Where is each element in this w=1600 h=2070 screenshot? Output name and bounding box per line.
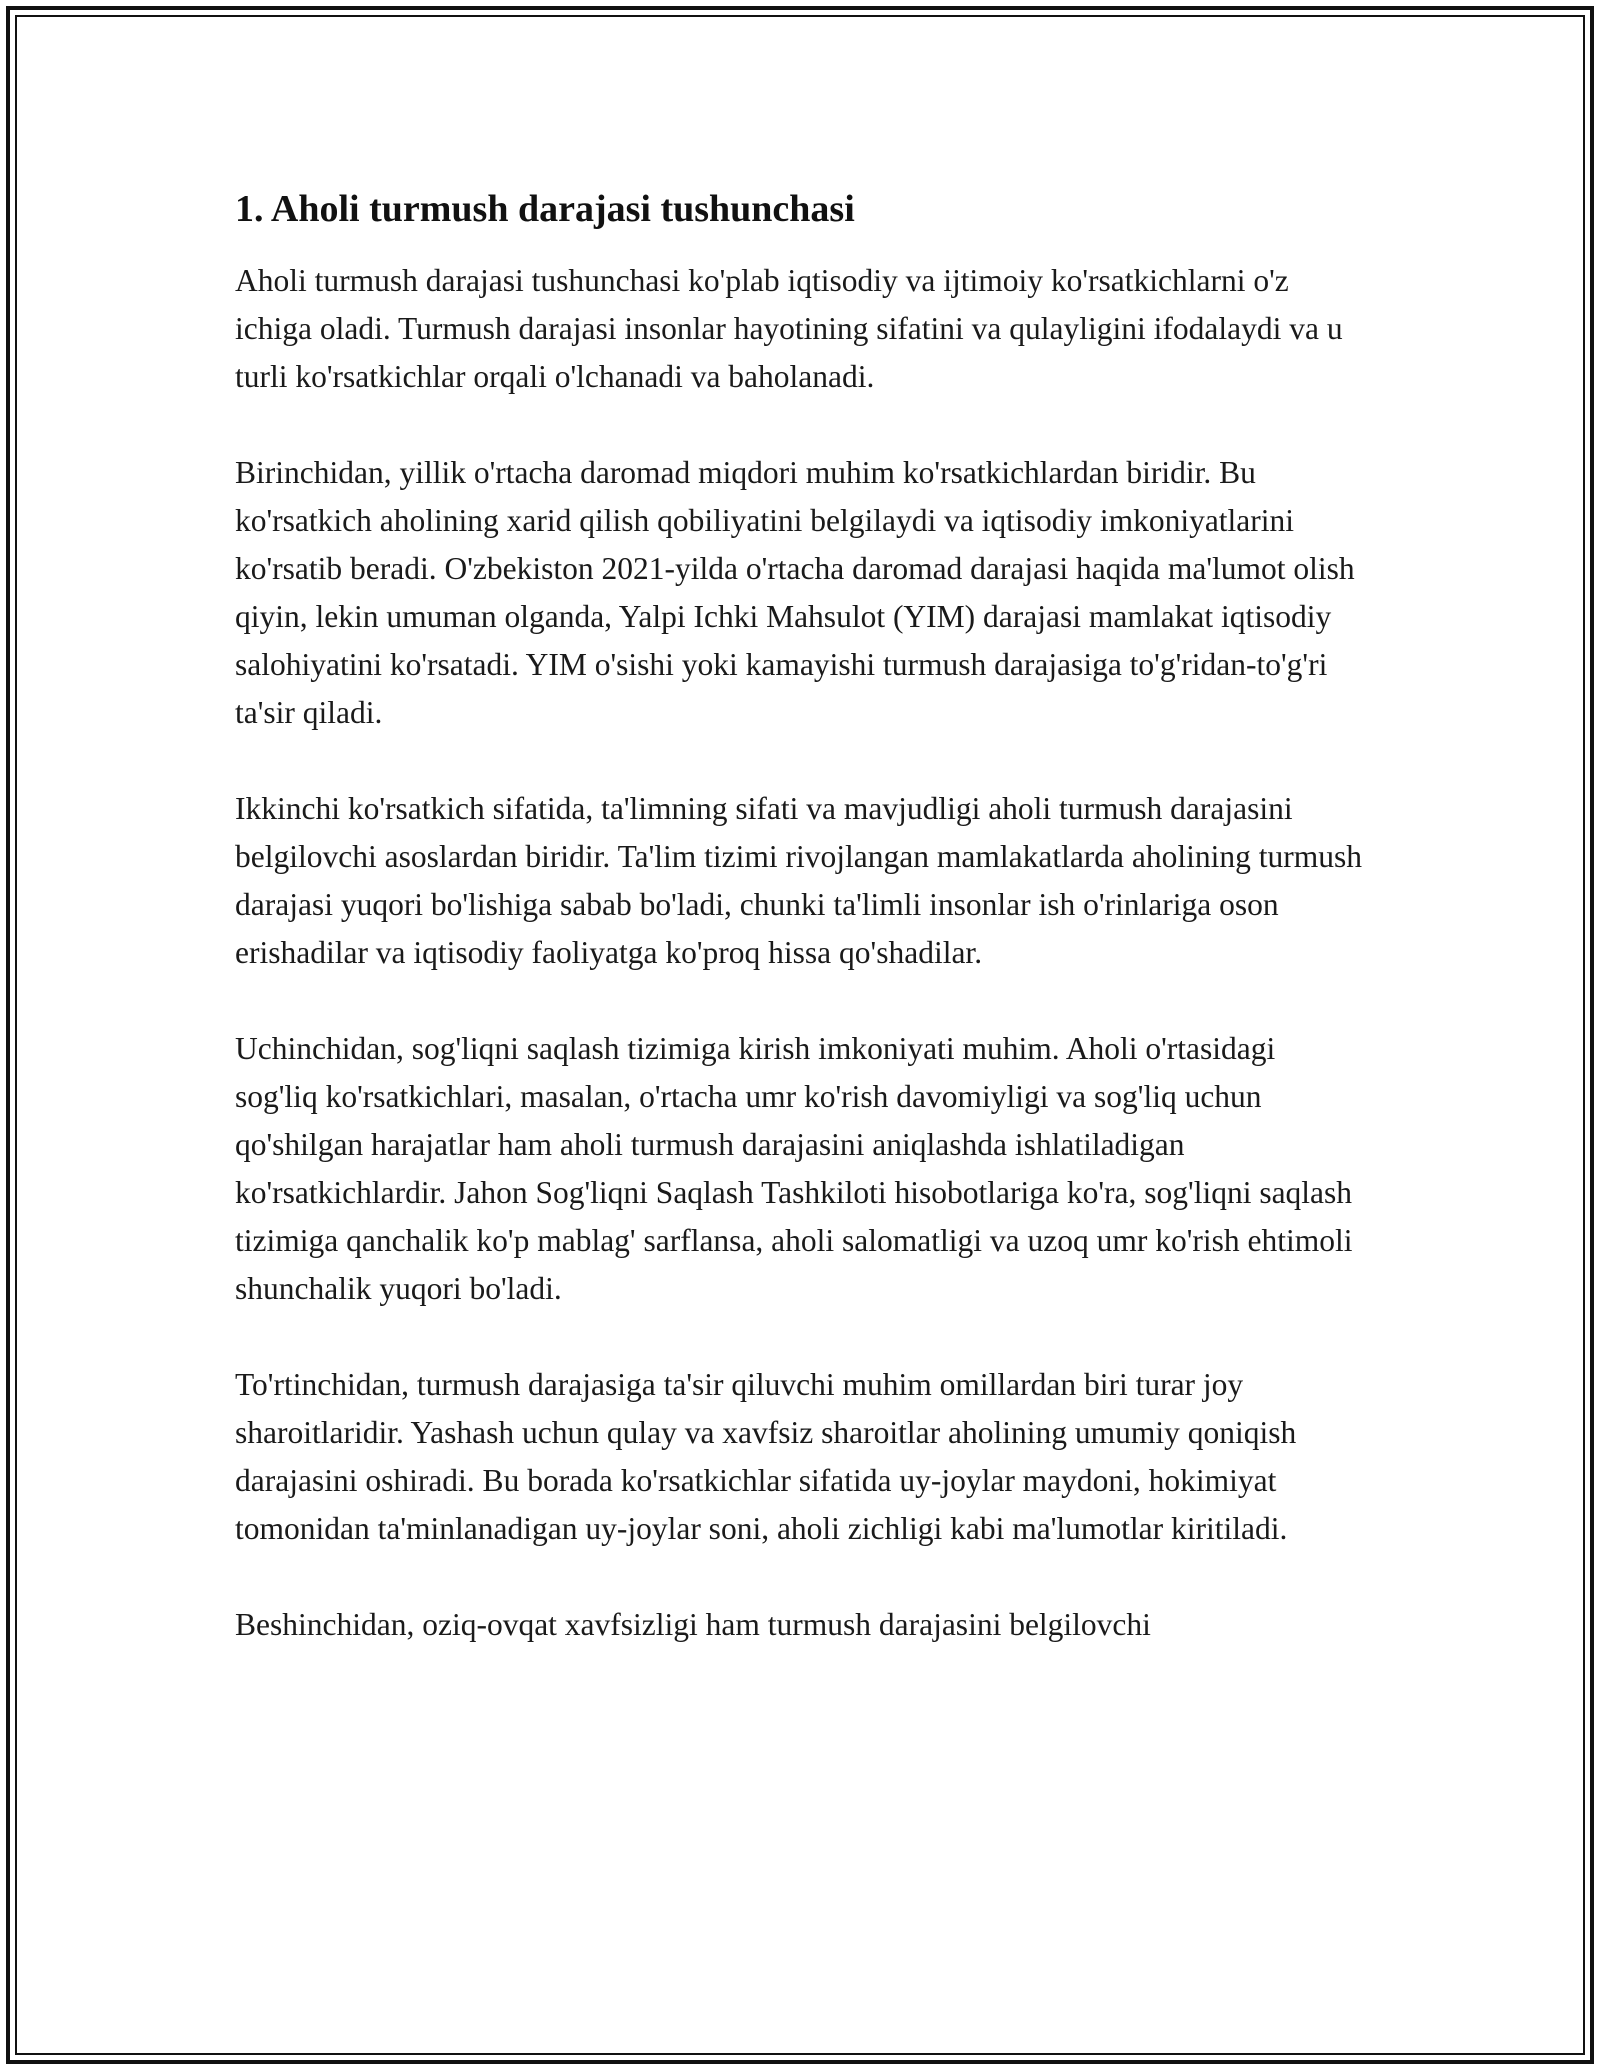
paragraph-fifth: Beshinchidan, oziq-ovqat xavfsizligi ham turmush darajasini belgilovchi	[235, 1607, 1151, 1642]
paragraph-intro: Aholi turmush darajasi tushunchasi ko'plab iqtisodiy va ijtimoiy ko'rsatkichlarni o'z ichiga oladi. Turmush darajasi insonlar hayotining sifatini va qulayligini ifodalaydi va u turli ko'rsatkichlar orqali o'lchanadi va baholanadi.	[235, 263, 1343, 394]
document-body	[235, 185, 1365, 1697]
paragraph-fourth: To'rtinchidan, turmush darajasiga ta'sir qiluvchi muhim omillardan biri turar joy sharoitlaridir. Yashash uchun qulay va xavfsiz sharoitlar aholining umumiy qoniqish darajasini oshiradi. Bu borada ko'rsatkichlar sifatida uy-joylar maydoni, hokimiyat tomonidan ta'minlanadigan uy-joylar soni, aholi zichligi kabi ma'lumotlar kiritiladi.	[235, 1367, 1297, 1546]
paragraph-first: Birinchidan, yillik o'rtacha daromad miqdori muhim ko'rsatkichlardan biridir. Bu ko'rsatkich aholining xarid qilish qobiliyatini belgilaydi va iqtisodiy imkoniyatlarini ko'rsatib beradi. O'zbekiston 2021-yilda o'rtacha daromad darajasi haqida ma'lumot olish qiyin, lekin umuman olganda, Yalpi Ichki Mahsulot (YIM) darajasi mamlakat iqtisodiy salohiyatini ko'rsatadi. YIM o'sishi yoki kamayishi turmush darajasiga to'g'ridan-to'g'ri ta'sir qiladi.	[235, 455, 1355, 730]
paragraph-third: Uchinchidan, sog'liqni saqlash tizimiga kirish imkoniyati muhim. Aholi o'rtasidagi sog'liq ko'rsatkichlari, masalan, o'rtacha umr ko'rish davomiyligi va sog'liq uchun qo'shilgan harajatlar ham aholi turmush darajasini aniqlashda ishlatiladigan ko'rsatkichlardir. Jahon Sog'liqni Saqlash Tashkiloti hisobotlariga ko'ra, sog'liqni saqlash tizimiga qanchalik ko'p mablag' sarflansa, aholi salomatligi va uzoq umr ko'rish ehtimoli shunchalik yuqori bo'ladi.	[235, 1031, 1353, 1306]
paragraph-second: Ikkinchi ko'rsatkich sifatida, ta'limning sifati va mavjudligi aholi turmush darajasini belgilovchi asoslardan biridir. Ta'lim tizimi rivojlangan mamlakatlarda aholining turmush darajasi yuqori bo'lishiga sabab bo'ladi, chunki ta'limli insonlar ish o'rinlariga oson erishadilar va iqtisodiy faoliyatga ko'proq hissa qo'shadilar.	[235, 791, 1363, 970]
section-heading: 1. Aholi turmush darajasi tushunchasi	[235, 188, 855, 230]
